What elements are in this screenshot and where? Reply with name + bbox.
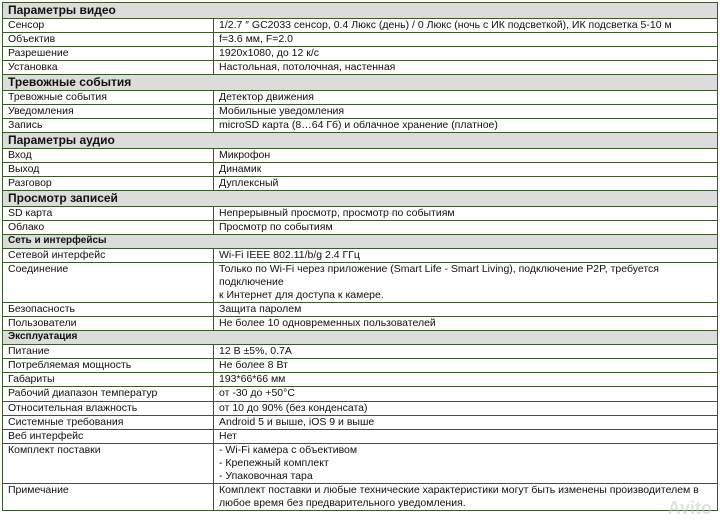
section-title: Параметры видео [3, 3, 718, 19]
table-row [3, 61, 718, 75]
spec-label: Соединение [3, 262, 214, 302]
spec-value-line: Нет [219, 429, 237, 442]
spec-label: Безопасность [3, 302, 214, 316]
spec-value [214, 415, 718, 429]
table-row [3, 18, 718, 32]
spec-value [214, 429, 718, 443]
spec-value [214, 387, 718, 401]
spec-label: Установка [3, 61, 214, 75]
spec-label: Питание [3, 344, 214, 358]
spec-value [214, 206, 718, 220]
spec-value-line: любое время без предварительного уведомления. [219, 497, 466, 510]
table-row [3, 444, 718, 484]
spec-value [214, 119, 718, 133]
section-header [3, 133, 718, 149]
spec-label: Веб интерфейс [3, 429, 214, 443]
spec-label: Примечание [3, 484, 214, 511]
spec-label: Рабочий диапазон температур [3, 387, 214, 401]
spec-value [214, 46, 718, 60]
spec-value [214, 90, 718, 104]
spec-value [214, 61, 718, 75]
spec-label: Габариты [3, 373, 214, 387]
spec-value-line: Мобильные уведомления [219, 104, 345, 117]
spec-label: Разрешение [3, 46, 214, 60]
section-title: Тревожные события [3, 75, 718, 91]
table-row [3, 359, 718, 373]
spec-value-line: 1920x1080, до 12 к/с [219, 46, 320, 59]
spec-label: Тревожные события [3, 90, 214, 104]
spec-value [214, 373, 718, 387]
spec-value [214, 302, 718, 316]
spec-value [214, 104, 718, 118]
spec-value-line: 12 В ±5%, 0.7A [219, 344, 292, 357]
section-header [3, 3, 718, 19]
spec-value [214, 262, 718, 302]
spec-value [214, 344, 718, 358]
spec-value-line: microSD карта (8…64 Гб) и облачное хранение (платное) [219, 119, 498, 132]
spec-value-line: 1/2.7 ″ GC2033 сенсор, 0.4 Люкс (день) / 0 Люкс (ночь с ИК подсветкой), ИК подсветка 5-10 м [219, 18, 672, 31]
spec-value-line: Непрерывный просмотр, просмотр по событиям [219, 206, 455, 219]
table-row [3, 401, 718, 415]
spec-value [214, 401, 718, 415]
section-title: Просмотр записей [3, 191, 718, 207]
spec-label: Пользователи [3, 317, 214, 331]
spec-value-line: Только по Wi-Fi через приложение (Smart Life - Smart Living), подключение P2P, требуется подключение [219, 262, 659, 288]
table-row [3, 484, 718, 511]
spec-value-line: Микрофон [219, 148, 271, 161]
spec-value-line: Дуплексный [219, 177, 279, 190]
section-header [3, 191, 718, 207]
spec-value-line: - Крепежный комплект [219, 457, 329, 470]
spec-label: Уведомления [3, 104, 214, 118]
spec-value [214, 317, 718, 331]
section-header [3, 235, 718, 249]
spec-value-line: f=3.6 мм, F=2.0 [219, 32, 293, 45]
spec-value-line: Не более 8 Вт [219, 359, 288, 371]
spec-value [214, 484, 718, 511]
spec-value-line: Не более 10 одновременных пользователей [219, 317, 436, 330]
table-row [3, 148, 718, 162]
table-row [3, 163, 718, 177]
spec-value-line: Комплект поставки и любые технические характеристики могут быть изменены производителем в [219, 484, 699, 497]
spec-label: Запись [3, 119, 214, 133]
table-row [3, 90, 718, 104]
spec-label: Потребляемая мощность [3, 359, 214, 373]
table-row [3, 104, 718, 118]
table-row [3, 373, 718, 387]
spec-value-line: Детектор движения [219, 90, 314, 103]
spec-label: Сетевой интерфейс [3, 248, 214, 262]
spec-value-line: от 10 до 90% (без конденсата) [219, 401, 368, 414]
table-row [3, 415, 718, 429]
table-row [3, 429, 718, 443]
section-header [3, 331, 718, 345]
spec-value-line: Динамик [219, 163, 262, 175]
spec-value-line: Просмотр по событиям [219, 221, 333, 234]
spec-value-line: к Интернет для доступа к камере. [219, 288, 384, 301]
spec-value-line: Android 5 и выше, iOS 9 и выше [219, 415, 375, 428]
table-row [3, 221, 718, 235]
spec-label: Объектив [3, 32, 214, 46]
spec-label: Сенсор [3, 18, 214, 32]
table-row [3, 317, 718, 331]
spec-value [214, 18, 718, 32]
spec-value [214, 148, 718, 162]
table-row [3, 248, 718, 262]
spec-label: Выход [3, 163, 214, 177]
spec-table [2, 2, 718, 511]
spec-label: Комплект поставки [3, 444, 214, 484]
spec-value-line: - Wi-Fi камера с объективом [219, 444, 358, 457]
spec-value [214, 359, 718, 373]
section-header [3, 75, 718, 91]
watermark-logo: Avito [667, 498, 712, 518]
spec-label: Разговор [3, 177, 214, 191]
spec-value [214, 248, 718, 262]
table-row [3, 177, 718, 191]
spec-label: SD карта [3, 206, 214, 220]
table-row [3, 46, 718, 60]
spec-value [214, 163, 718, 177]
spec-value [214, 221, 718, 235]
spec-value-line: 193*66*66 мм [219, 373, 286, 386]
table-row [3, 119, 718, 133]
section-title: Сеть и интерфейсы [3, 235, 718, 249]
spec-value [214, 177, 718, 191]
table-row [3, 206, 718, 220]
spec-value [214, 444, 718, 484]
spec-label: Облако [3, 221, 214, 235]
spec-value-line: от -30 до +50°C [219, 387, 295, 400]
spec-value-line: - Упаковочная тара [219, 470, 313, 483]
table-row [3, 262, 718, 302]
spec-value [214, 32, 718, 46]
spec-value-line: Настольная, потолочная, настенная [219, 61, 396, 74]
table-row [3, 32, 718, 46]
spec-label: Системные требования [3, 415, 214, 429]
table-row [3, 302, 718, 316]
spec-label: Вход [3, 148, 214, 162]
spec-label: Относительная влажность [3, 401, 214, 415]
table-row [3, 344, 718, 358]
spec-value-line: Защита паролем [219, 302, 302, 315]
section-title: Параметры аудио [3, 133, 718, 149]
table-row [3, 387, 718, 401]
spec-value-line: Wi-Fi IEEE 802.11/b/g 2.4 ГГц [219, 248, 360, 261]
section-title: Эксплуатация [3, 331, 718, 345]
